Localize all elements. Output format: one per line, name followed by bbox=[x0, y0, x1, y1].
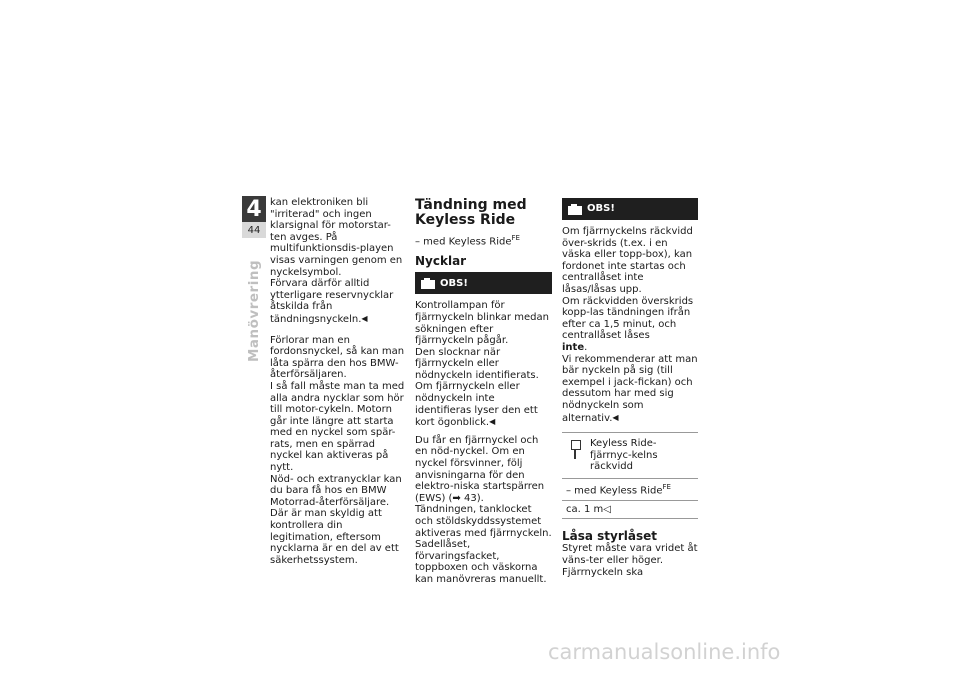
subsection-title: Låsa styrlåset bbox=[562, 529, 658, 544]
chapter-number: 4 bbox=[242, 196, 266, 222]
section-title: Tändning med Keyless Ride bbox=[415, 197, 527, 228]
obs-banner: OBS! bbox=[562, 198, 698, 220]
end-marker-icon bbox=[612, 413, 618, 424]
spec-condition: – med Keyless Ride$^{FE}$ bbox=[562, 479, 698, 501]
paragraph: kan elektroniken bli "irriterad" och ingen klarsignal för motorstar-ten avges. På multifunktionsdis-playen visas varningen genom en nyckelsymbol. bbox=[270, 197, 403, 278]
paragraph: Förvara därför alltid ytterligare reservnycklar åtskilda från tändningsnyckeln. ◀ bbox=[270, 278, 407, 325]
paragraph: Om fjärrnyckelns räckvidd över-skrids (t.ex. i en väska eller topp-box), kan fordonet inte startas och centrallåset inte låsas/låsas upp. bbox=[562, 226, 693, 295]
paragraph: Vi rekommenderar att man bär nyckeln på sig (till exempel i jack-fickan) och dessutom har med sig nödnyckeln som alternativ. ◀ bbox=[562, 354, 698, 425]
paragraph: Kontrollampan för fjärrnyckeln blinkar medan sökningen efter fjärrnyckeln pågår. bbox=[415, 300, 549, 347]
paragraph: Du får en fjärrnyckel och en nöd-nyckel. Om en nyckel försvinner, följ anvisningarna för den elektro-niska startspärren (EWS) (➡ 43). bbox=[415, 434, 545, 504]
column-2 bbox=[415, 198, 552, 586]
spec-table bbox=[562, 432, 698, 519]
paragraph: Den slocknar när fjärrnyckeln eller nödnyckeln identifierats. bbox=[415, 346, 539, 381]
paragraph: Tändningen, tanklocket och stöldskyddssystemet aktiveras med fjärrnyckeln. Sadellåset, förvaringsfacket, toppboxen och väskorna kan manövreras manuellt. bbox=[415, 504, 552, 585]
condition-line: – med Keyless Ride$^{FE}$ bbox=[415, 234, 520, 248]
paragraph: Om fjärrnyckeln eller nödnyckeln inte identifieras lyser den ett kort ögonblick. ◀ bbox=[415, 381, 552, 428]
spec-value: ca. 1 m◁ bbox=[562, 501, 698, 520]
end-marker-icon bbox=[361, 314, 367, 325]
motorcycle-icon bbox=[568, 204, 582, 215]
paragraph: Nöd- och extranycklar kan du bara få hos en BMW Motorrad-återförsäljare. Där är man skyldig att kontrollera din legitimation, eftersom nycklarna är en del av ett säkerhetssystem. bbox=[270, 473, 402, 566]
key-range-icon bbox=[568, 438, 582, 460]
watermark: carmanualsonline.info bbox=[548, 640, 781, 664]
paragraph: Förlorar man en fordonsnyckel, så kan man låta spärra den hos BMW-återförsäljaren. bbox=[270, 334, 405, 381]
paragraph: Om räckvidden överskrids kopp-las tändningen ifrån efter ca 1,5 minut, och centrallåset låses inte. bbox=[562, 295, 694, 353]
paragraph: I så fall måste man ta med alla andra nycklar som hör till motor-cykeln. Motorn går inte längre att starta med en nyckel som spär-rats, men en spärrad nyckel kan aktiveras på nytt. bbox=[270, 380, 405, 474]
obs-banner: OBS! bbox=[415, 272, 552, 294]
motorcycle-icon bbox=[421, 278, 435, 289]
chapter-side-label: Manövrering bbox=[246, 259, 262, 362]
end-marker-icon bbox=[489, 417, 495, 428]
page-number: 44 bbox=[242, 222, 266, 238]
column-1 bbox=[270, 197, 407, 566]
subsection-title: Nycklar bbox=[415, 254, 467, 269]
column-3 bbox=[562, 198, 698, 578]
paragraph: Styret måste vara vridet åt väns-ter eller höger. Fjärrnyckeln ska bbox=[562, 543, 698, 578]
spec-label: Keyless Ride-fjärrnyc-kelns räckvidd bbox=[590, 438, 658, 473]
